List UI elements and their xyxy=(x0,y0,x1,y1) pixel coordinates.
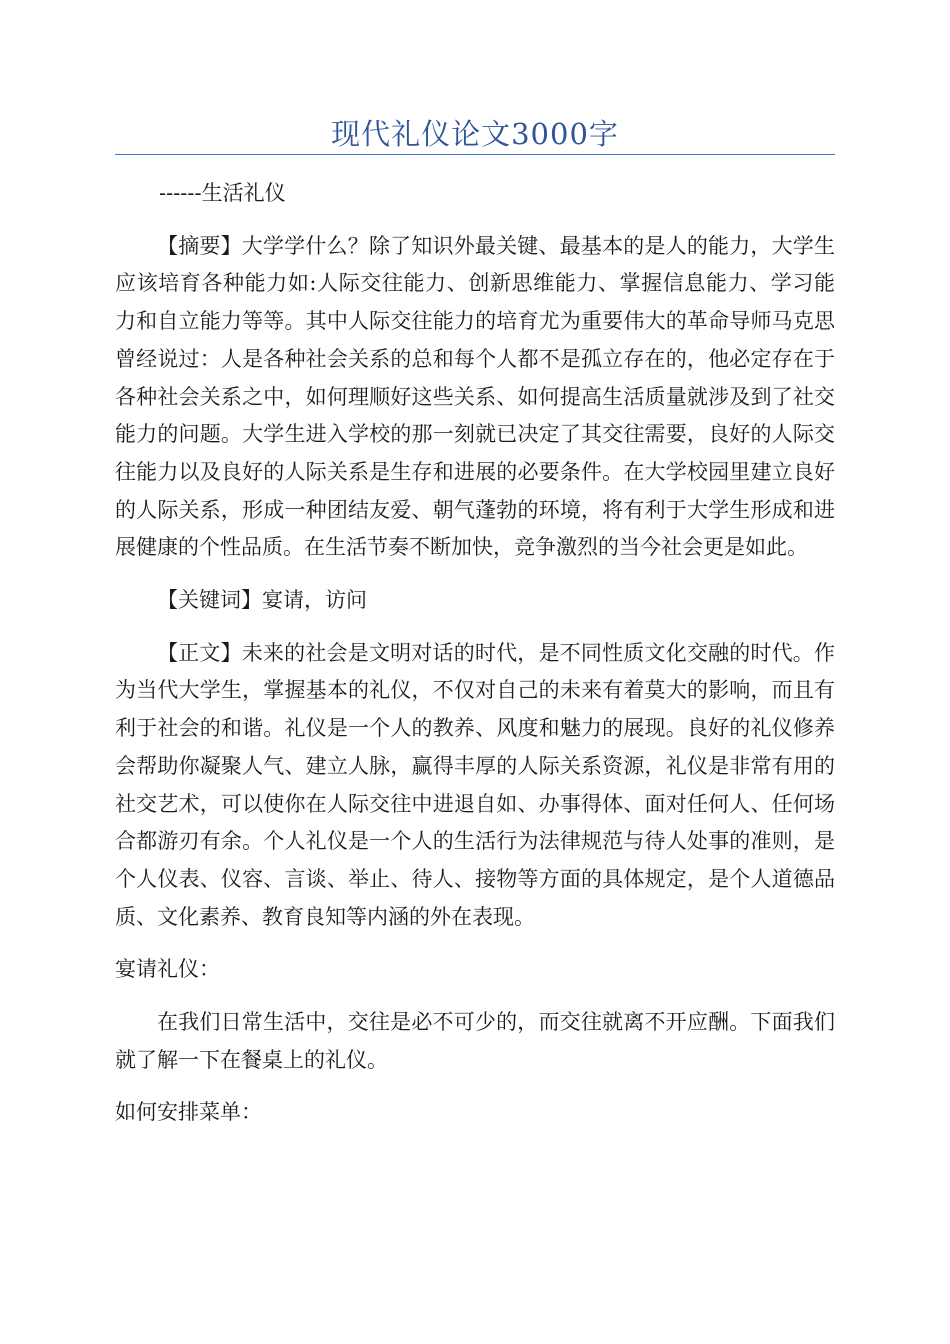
title-underline xyxy=(115,154,835,155)
banquet-heading: 宴请礼仪： xyxy=(115,957,220,982)
keywords-text: 宴请，访问 xyxy=(262,588,367,613)
abstract-paragraph xyxy=(115,228,835,567)
document-subtitle: ------生活礼仪 xyxy=(159,181,286,205)
abstract-label: 【摘要】 xyxy=(157,233,242,258)
document-title: 现代礼仪论文3000字 xyxy=(331,117,619,151)
keywords-label: 【关键词】 xyxy=(157,588,262,613)
body-paragraph xyxy=(115,635,835,937)
keywords-paragraph xyxy=(115,582,835,620)
body-label: 【正文】 xyxy=(157,640,242,665)
menu-heading: 如何安排菜单： xyxy=(115,1100,262,1125)
body-text: 未来的社会是文明对话的时代，是不同性质文化交融的时代。作为当代大学生，掌握基本的礼仪，不仅对自己的未来有着莫大的影响，而且有利于社会的和谐。礼仪是一个人的教养、风度和魅力的展现。良好的礼仪修养会帮助你凝聚人气、建立人脉，赢得丰厚的人际关系资源，礼仪是非常有用的社交艺术，可以使你在人际交往中进退自如、办事得体、面对任何人、任何场合都游刃有余。个人礼仪是一个人的生活行为法律规范与待人处事的准则，是个人仪表、仪容、言谈、举止、待人、接物等方面的具体规定，是个人道德品质、文化素养、教育良知等内涵的外在表现。 xyxy=(115,640,836,929)
abstract-text: 大学学什么？除了知识外最关键、最基本的是人的能力，大学生应该培育各种能力如:人际交往能力、创新思维能力、掌握信息能力、学习能力和自立能力等等。其中人际交往能力的培育尤为重要伟大的革命导师马克思曾经说过：人是各种社会关系的总和每个人都不是孤立存在的，他必定存在于各种社会关系之中，如何理顺好这些关系、如何提高生活质量就涉及到了社交能力的问题。大学生进入学校的那一刻就已决定了其交往需要，良好的人际交往能力以及良好的人际关系是生存和进展的必要条件。在大学校园里建立良好的人际关系，形成一种团结友爱、朝气蓬勃的环境，将有利于大学生形成和进展健康的个性品质。在生活节奏不断加快，竞争激烈的当今社会更是如此。 xyxy=(115,233,836,560)
banquet-paragraph: 在我们日常生活中，交往是必不可少的，而交往就离不开应酬。下面我们就了解一下在餐桌上的礼仪。 xyxy=(115,1010,835,1072)
document-body xyxy=(115,175,835,1147)
